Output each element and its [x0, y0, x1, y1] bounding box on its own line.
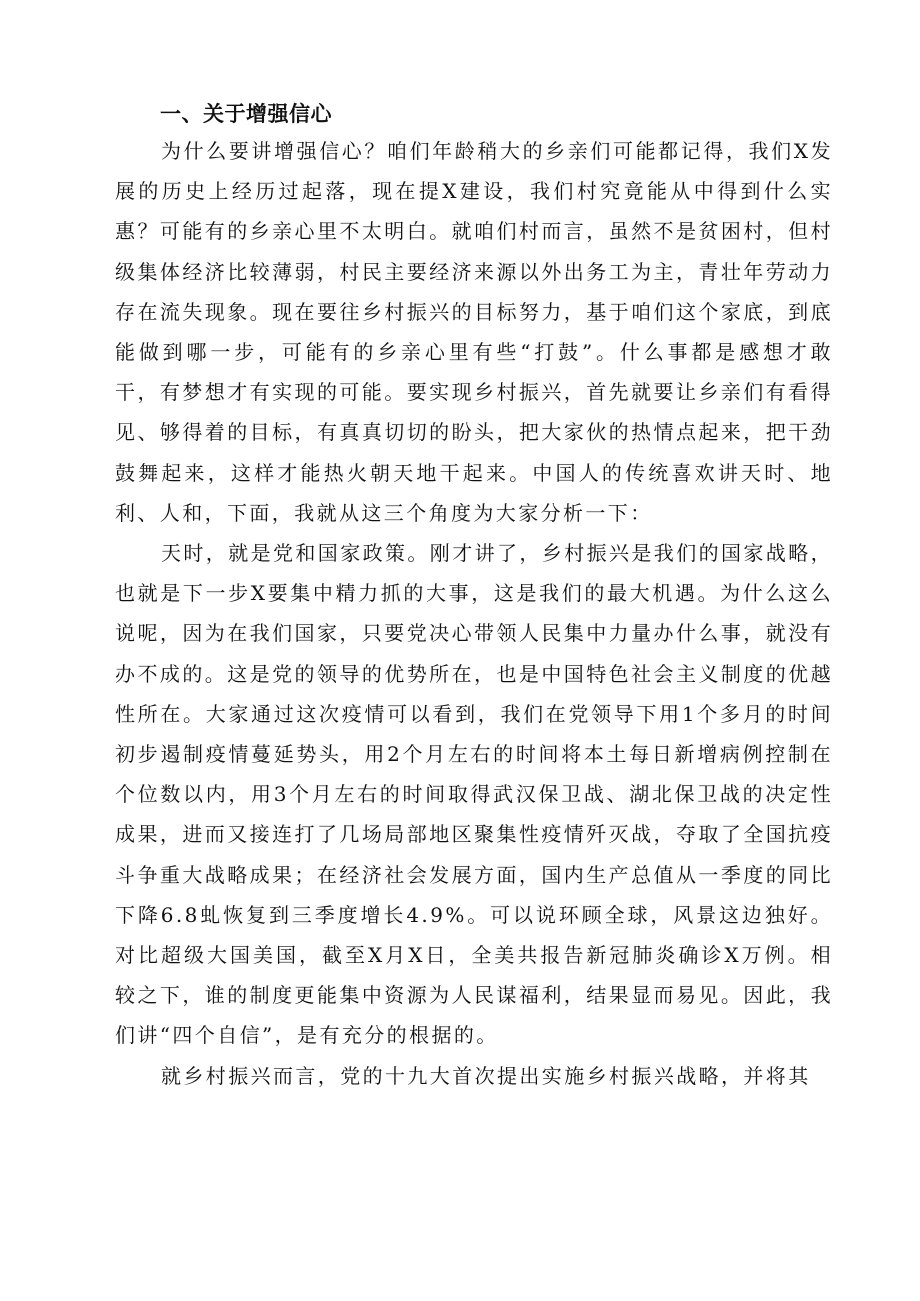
section-heading: 一、关于增强信心: [160, 102, 332, 126]
body-text: [115, 131, 833, 1096]
paragraph-confidence-intro: 为什么要讲增强信心？咱们年龄稍大的乡亲们可能都记得，我们X发展的历史上经历过起落，现在提X建设，我们村究竟能从中得到什么实惠？可能有的乡亲心里不太明白。就咱们村而言，虽然不是贫困村，但村级集体经济比较薄弱，村民主要经济来源以外出务工为主，青壮年劳动力存在流失现象。现在要往乡村振兴的目标努力，基于咱们这个家底，到底能做到哪一步，可能有的乡亲心里有些“打鼓”。什么事都是感想才敢干，有梦想才有实现的可能。要实现乡村振兴，首先就要让乡亲们有看得见、够得着的目标，有真真切切的盼头，把大家伙的热情点起来，把干劲鼓舞起来，这样才能热火朝天地干起来。中国人的传统喜欢讲天时、地利、人和，下面，我就从这三个角度为大家分析一下：: [115, 139, 833, 525]
paragraph-timing-policy: 天时，就是党和国家政策。刚才讲了，乡村振兴是我们的国家战略，也就是下一步X要集中精力抓的大事，这是我们的最大机遇。为什么这么说呢，因为在我们国家，只要党决心带领人民集中力量办什么事，就没有办不成的。这是党的领导的优势所在，也是中国特色社会主义制度的优越性所在。大家通过这次疫情可以看到，我们在党领导下用1个多月的时间初步遏制疫情蔓延势头，用2个月左右的时间将本土每日新增病例控制在个位数以内，用3个月左右的时间取得武汉保卫战、湖北保卫战的决定性成果，进而又接连打了几场局部地区聚集性疫情歼灭战，夺取了全国抗疫斗争重大战略成果；在经济社会发展方面，国内生产总值从一季度的同比下降6.8虬恢复到三季度增长4.9%。可以说环顾全球，风景这边独好。对比超级大国美国，截至X月X日，全美共报告新冠肺炎确诊X万例。相较之下，谁的制度更能集中资源为人民谋福利，结果显而易见。因此，我们讲“四个自信”，是有充分的根据的。: [115, 541, 833, 1048]
paragraph-rural-revitalization: 就乡村振兴而言，党的十九大首次提出实施乡村振兴战略，并将其: [161, 1063, 811, 1088]
